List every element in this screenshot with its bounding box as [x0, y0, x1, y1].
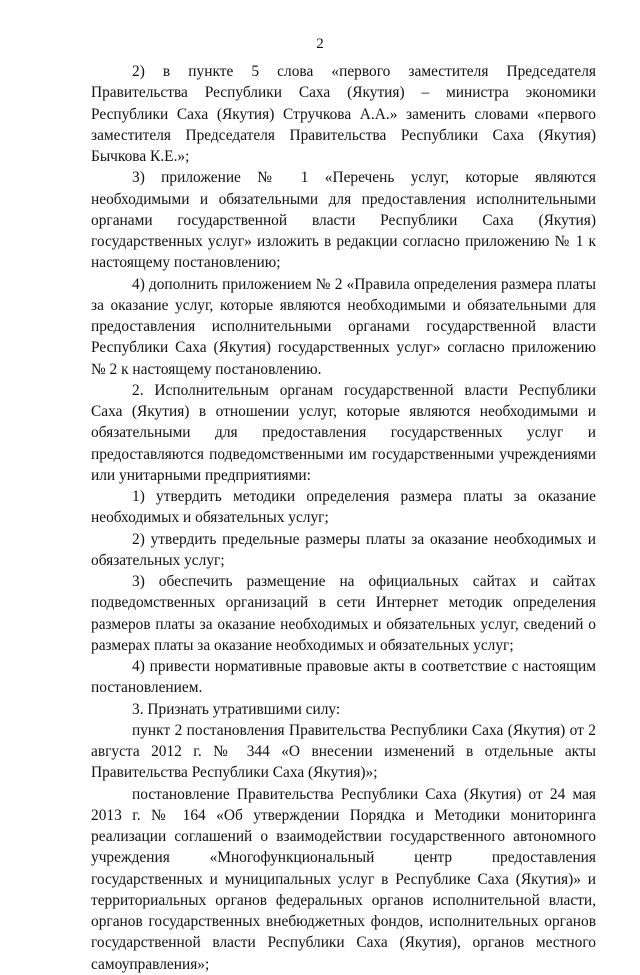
paragraph-section-2-item-2: 2) утвердить предельные размеры платы за оказание необходимых и обязательных услуг; — [91, 530, 596, 569]
paragraph-section-2-item-1: 1) утвердить методики определения размера платы за оказание необходимых и обязательных услуг; — [91, 488, 596, 527]
paragraph-amend-item-3: 3) приложение № 1 «Перечень услуг, которые являются необходимыми и обязательными для предоставления исполнительными органами государственной власти Республики Саха (Якутия) государственных услуг» изложить в редакции согласно приложению № 1 к настоящему постановлению; — [91, 169, 596, 272]
paragraph-repeal-item-1: пункт 2 постановления Правительства Республики Саха (Якутия) от 2 августа 2012 г. № 344 «О внесении изменений в отдельные акты Правительства Республики Саха (Якутия)»; — [91, 721, 596, 782]
paragraph-amend-item-2: 2) в пункте 5 слова «первого заместителя Председателя Правительства Республики Саха (Якутия) – министра экономики Республики Саха (Якутия) Стручкова А.А.» заменить словами «первого заместителя Председателя Правительства Республики Саха (Якутия) Бычкова К.Е.»; — [91, 63, 596, 165]
paragraph-repeal-item-2: постановление Правительства Республики Саха (Якутия) от 24 мая 2013 г. № 164 «Об утверждении Порядка и Методики мониторинга реализации соглашений о взаимодействии государственного автономного учреждения «Многофункциональный центр предоставления государственных и муниципальных услуг в Республике Саха (Якутия)» и территориальных органов федеральных органов исполнительной власти, органов государственных внебюджетных фондов, исполнительных органов государственной власти Республики Саха (Якутия), органов местного самоуправления»; — [91, 785, 596, 973]
paragraph-amend-item-4: 4) дополнить приложением № 2 «Правила определения размера платы за оказание услуг, которые являются необходимыми и обязательными для предоставления исполнительными органами государственной власти Республики Саха (Якутия) государственных услуг» согласно приложению № 2 к настоящему постановлению. — [91, 275, 596, 378]
paragraph-section-2-item-3: 3) обеспечить размещение на официальных сайтах и сайтах подведомственных организаций в сети Интернет методик определения размеров платы за оказание необходимых и обязательных услуг, сведений о размерах платы за оказание необходимых и обязательных услуг; — [91, 573, 596, 654]
paragraph-section-2: 2. Исполнительным органам государственной власти Республики Саха (Якутия) в отношении услуг, которые являются необходимыми и обязательными для предоставления государственных услуг и предоставляются подведомственными им государственными учреждениями или унитарными предприятиями: — [91, 381, 596, 484]
paragraph-section-3: 3. Признать утратившими силу: — [132, 700, 341, 718]
document-body — [91, 61, 596, 975]
paragraph-section-2-item-4: 4) привести нормативные правовые акты в соответствие с настоящим постановлением. — [91, 658, 596, 697]
page-number: 2 — [316, 36, 324, 52]
